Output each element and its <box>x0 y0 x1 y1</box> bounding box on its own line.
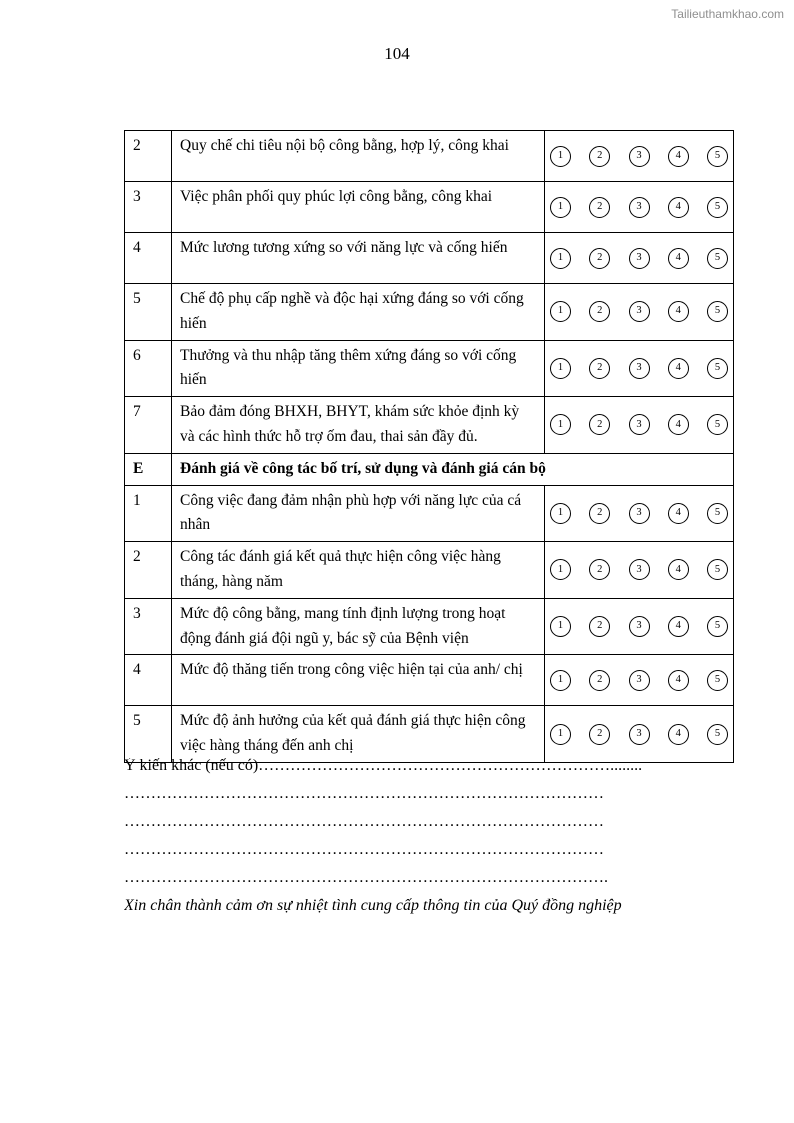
rating-cell <box>545 131 734 182</box>
rating-circle-5[interactable]: 5 <box>707 616 728 637</box>
row-number: 2 <box>125 542 172 599</box>
dotted-answer-line: ………………………………………………………………………………. <box>124 870 608 886</box>
rating-scale <box>550 358 728 379</box>
rating-cell <box>545 233 734 284</box>
rating-circle-2[interactable]: 2 <box>589 414 610 435</box>
rating-cell <box>545 598 734 655</box>
rating-scale <box>550 248 728 269</box>
rating-cell <box>545 542 734 599</box>
rating-scale <box>550 301 728 322</box>
question-row <box>125 706 734 763</box>
rating-circle-3[interactable]: 3 <box>629 358 650 379</box>
rating-circle-1[interactable]: 1 <box>550 146 571 167</box>
rating-circle-1[interactable]: 1 <box>550 559 571 580</box>
rating-circle-4[interactable]: 4 <box>668 414 689 435</box>
rating-cell <box>545 706 734 763</box>
rating-circle-3[interactable]: 3 <box>629 670 650 691</box>
question-text: Công tác đánh giá kết quả thực hiện công việc hàng tháng, hàng năm <box>172 542 545 599</box>
rating-circle-5[interactable]: 5 <box>707 414 728 435</box>
rating-circle-1[interactable]: 1 <box>550 670 571 691</box>
rating-circle-2[interactable]: 2 <box>589 248 610 269</box>
rating-scale <box>550 197 728 218</box>
question-row <box>125 598 734 655</box>
rating-circle-3[interactable]: 3 <box>629 414 650 435</box>
rating-circle-3[interactable]: 3 <box>629 248 650 269</box>
rating-circle-1[interactable]: 1 <box>550 301 571 322</box>
rating-circle-1[interactable]: 1 <box>550 414 571 435</box>
rating-circle-2[interactable]: 2 <box>589 616 610 637</box>
question-row <box>125 182 734 233</box>
rating-circle-4[interactable]: 4 <box>668 616 689 637</box>
row-number: 5 <box>125 706 172 763</box>
thanks-note: Xin chân thành cảm ơn sự nhiệt tình cung cấp thông tin của Quý đồng nghiệp <box>124 898 622 914</box>
rating-circle-4[interactable]: 4 <box>668 301 689 322</box>
row-number: 2 <box>125 131 172 182</box>
question-row <box>125 131 734 182</box>
question-row <box>125 397 734 454</box>
rating-circle-3[interactable]: 3 <box>629 503 650 524</box>
question-row <box>125 340 734 397</box>
rating-circle-1[interactable]: 1 <box>550 616 571 637</box>
dotted-answer-line: ……………………………………………………………………………… <box>124 842 604 858</box>
rating-scale <box>550 670 728 691</box>
rating-scale <box>550 724 728 745</box>
question-text: Công việc đang đảm nhận phù hợp với năng lực của cá nhân <box>172 485 545 542</box>
rating-circle-5[interactable]: 5 <box>707 724 728 745</box>
rating-circle-5[interactable]: 5 <box>707 197 728 218</box>
rating-circle-3[interactable]: 3 <box>629 197 650 218</box>
question-row <box>125 485 734 542</box>
rating-circle-5[interactable]: 5 <box>707 503 728 524</box>
other-opinion-line: Ý kiến khác (nếu có)…………………………………………………………........ <box>124 758 643 774</box>
page-number: 104 <box>384 44 410 63</box>
rating-cell <box>545 397 734 454</box>
rating-circle-4[interactable]: 4 <box>668 670 689 691</box>
rating-circle-3[interactable]: 3 <box>629 616 650 637</box>
question-text: Mức độ ảnh hưởng của kết quả đánh giá thực hiện công việc hàng tháng đến anh chị <box>172 706 545 763</box>
rating-circle-2[interactable]: 2 <box>589 503 610 524</box>
question-text: Chế độ phụ cấp nghề và độc hại xứng đáng so với cống hiến <box>172 284 545 341</box>
question-text: Quy chế chi tiêu nội bộ công bằng, hợp lý, công khai <box>172 131 545 182</box>
rating-circle-3[interactable]: 3 <box>629 559 650 580</box>
question-row <box>125 233 734 284</box>
rating-cell <box>545 485 734 542</box>
question-text: Mức lương tương xứng so với năng lực và cống hiến <box>172 233 545 284</box>
rating-circle-3[interactable]: 3 <box>629 301 650 322</box>
row-number: E <box>125 453 172 485</box>
dotted-answer-line: ……………………………………………………………………………… <box>124 814 604 830</box>
rating-circle-5[interactable]: 5 <box>707 670 728 691</box>
rating-circle-3[interactable]: 3 <box>629 724 650 745</box>
question-text: Việc phân phối quy phúc lợi công bằng, công khai <box>172 182 545 233</box>
rating-scale <box>550 559 728 580</box>
question-text: Mức độ thăng tiến trong công việc hiện tại của anh/ chị <box>172 655 545 706</box>
rating-circle-2[interactable]: 2 <box>589 301 610 322</box>
survey-table <box>124 130 734 763</box>
rating-scale <box>550 414 728 435</box>
rating-cell <box>545 284 734 341</box>
rating-circle-5[interactable]: 5 <box>707 559 728 580</box>
rating-circle-2[interactable]: 2 <box>589 358 610 379</box>
rating-circle-4[interactable]: 4 <box>668 197 689 218</box>
row-number: 6 <box>125 340 172 397</box>
rating-circle-4[interactable]: 4 <box>668 559 689 580</box>
row-number: 4 <box>125 233 172 284</box>
rating-circle-1[interactable]: 1 <box>550 248 571 269</box>
row-number: 5 <box>125 284 172 341</box>
rating-circle-5[interactable]: 5 <box>707 301 728 322</box>
rating-circle-3[interactable]: 3 <box>629 146 650 167</box>
row-number: 4 <box>125 655 172 706</box>
rating-circle-2[interactable]: 2 <box>589 670 610 691</box>
dotted-lines-block <box>124 786 724 886</box>
rating-circle-5[interactable]: 5 <box>707 358 728 379</box>
question-text: Bảo đảm đóng BHXH, BHYT, khám sức khỏe định kỳ và các hình thức hỗ trợ ốm đau, thai sản đầy đủ. <box>172 397 545 454</box>
rating-scale <box>550 146 728 167</box>
rating-circle-4[interactable]: 4 <box>668 248 689 269</box>
row-number: 7 <box>125 397 172 454</box>
rating-circle-5[interactable]: 5 <box>707 146 728 167</box>
rating-circle-4[interactable]: 4 <box>668 358 689 379</box>
rating-scale <box>550 616 728 637</box>
row-number: 3 <box>125 182 172 233</box>
rating-circle-1[interactable]: 1 <box>550 358 571 379</box>
rating-circle-4[interactable]: 4 <box>668 146 689 167</box>
rating-circle-1[interactable]: 1 <box>550 197 571 218</box>
section-header-row <box>125 453 734 485</box>
rating-circle-2[interactable]: 2 <box>589 146 610 167</box>
rating-cell <box>545 340 734 397</box>
question-row <box>125 655 734 706</box>
rating-circle-4[interactable]: 4 <box>668 724 689 745</box>
section-title: Đánh giá về công tác bố trí, sử dụng và đánh giá cán bộ <box>172 453 734 485</box>
question-row <box>125 542 734 599</box>
rating-circle-2[interactable]: 2 <box>589 724 610 745</box>
watermark: Tailieuthamkhao.com <box>671 7 784 21</box>
question-row <box>125 284 734 341</box>
rating-scale <box>550 503 728 524</box>
rating-circle-1[interactable]: 1 <box>550 724 571 745</box>
rating-cell <box>545 182 734 233</box>
rating-circle-5[interactable]: 5 <box>707 248 728 269</box>
dotted-answer-line: ……………………………………………………………………………… <box>124 786 604 802</box>
rating-circle-2[interactable]: 2 <box>589 197 610 218</box>
question-text: Thưởng và thu nhập tăng thêm xứng đáng so với cống hiến <box>172 340 545 397</box>
row-number: 1 <box>125 485 172 542</box>
question-text: Mức độ công bằng, mang tính định lượng trong hoạt động đánh giá đội ngũ y, bác sỹ của Bệnh viện <box>172 598 545 655</box>
rating-circle-2[interactable]: 2 <box>589 559 610 580</box>
rating-circle-1[interactable]: 1 <box>550 503 571 524</box>
rating-cell <box>545 655 734 706</box>
rating-circle-4[interactable]: 4 <box>668 503 689 524</box>
row-number: 3 <box>125 598 172 655</box>
footer-section <box>124 758 724 926</box>
